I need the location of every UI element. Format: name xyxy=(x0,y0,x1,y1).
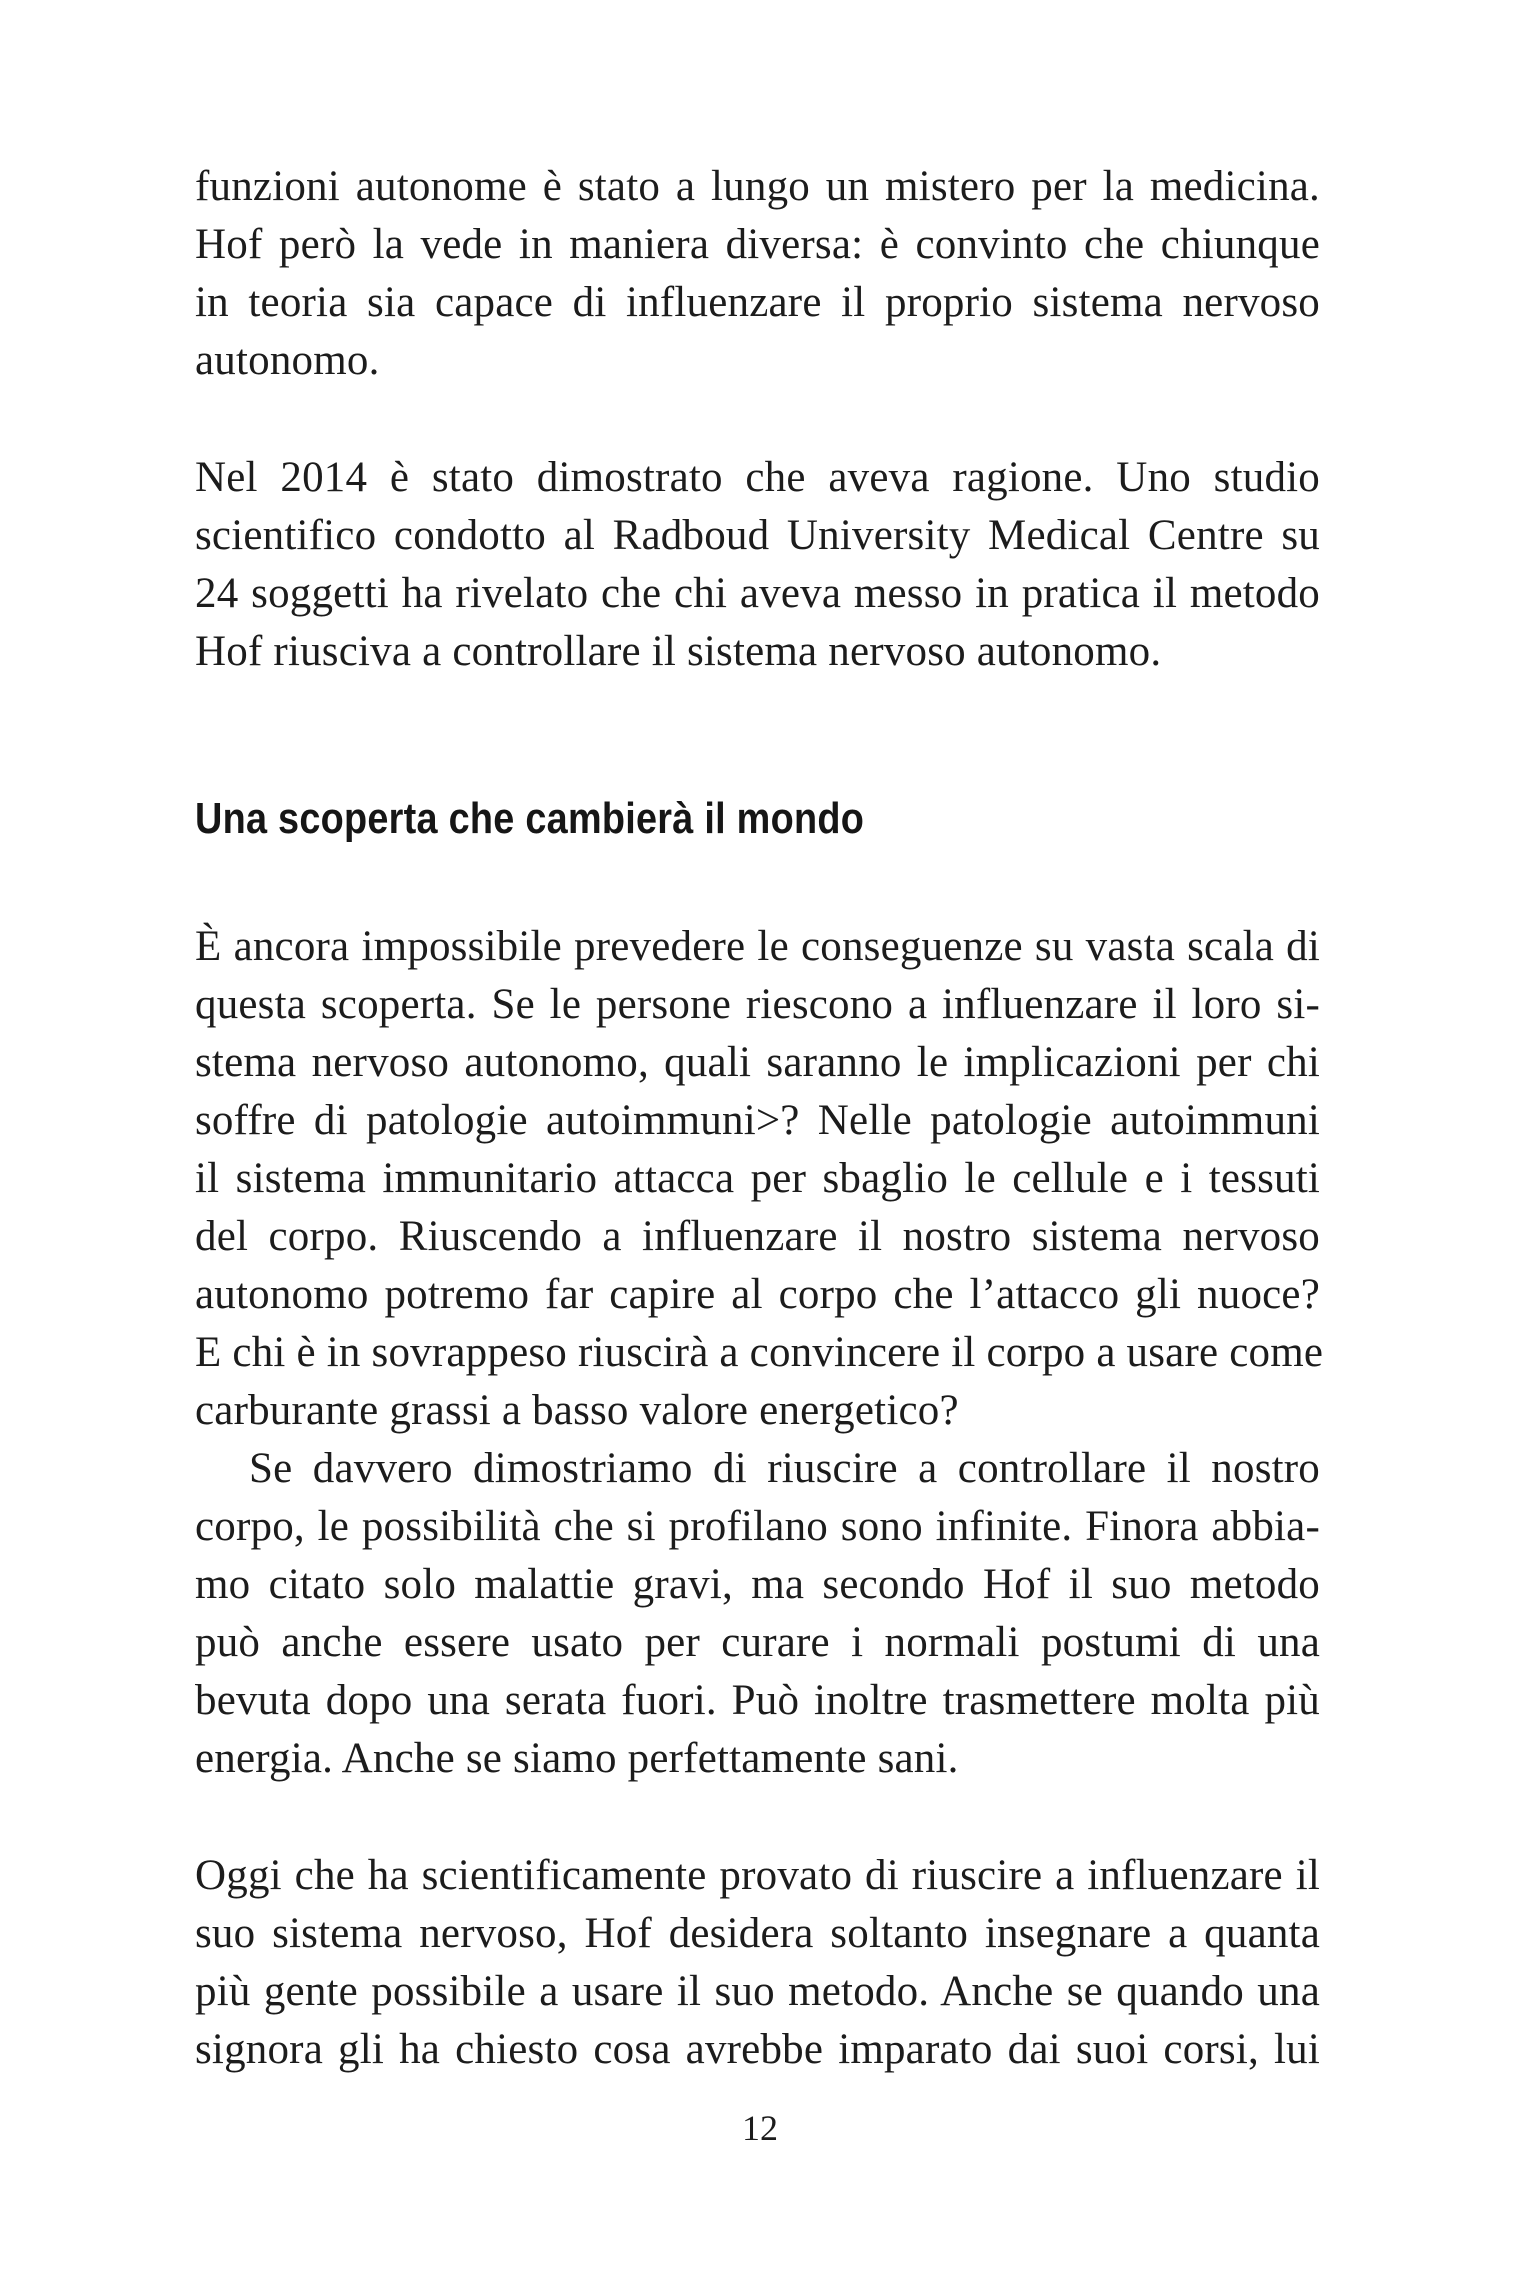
paragraph-3 xyxy=(195,918,1324,1440)
paragraph-2 xyxy=(195,449,1320,681)
paragraph-5 xyxy=(195,1847,1320,2079)
section-heading: Una scoperta che cambierà il mondo xyxy=(195,794,865,843)
paragraph-3-line-6: del corpo. Riuscendo a influenzare il nostro sistema nervoso xyxy=(195,1213,1320,1260)
paragraph-5-line-2: suo sistema nervoso, Hof desidera soltanto insegnare a quanta xyxy=(195,1910,1320,1957)
paragraph-1-line-4: autonomo. xyxy=(195,337,380,384)
paragraph-4-line-5: bevuta dopo una serata fuori. Può inoltre trasmettere molta più xyxy=(195,1677,1320,1724)
paragraph-1 xyxy=(195,158,1320,390)
paragraph-1-line-3: in teoria sia capace di influenzare il proprio sistema nervoso xyxy=(195,279,1320,326)
paragraph-1-line-2: Hof però la vede in maniera diversa: è convinto che chiunque xyxy=(195,221,1320,268)
paragraph-5-line-4: signora gli ha chiesto cosa avrebbe imparato dai suoi corsi, lui xyxy=(195,2026,1320,2073)
paragraph-3-line-3: stema nervoso autonomo, quali saranno le implicazioni per chi xyxy=(195,1039,1320,1086)
paragraph-3-line-4: soffre di patologie autoimmuni>? Nelle patologie autoimmuni xyxy=(195,1097,1320,1144)
paragraph-1-line-1: funzioni autonome è stato a lungo un mistero per la medicina. xyxy=(195,163,1320,210)
paragraph-3-line-1: È ancora impossibile prevedere le conseguenze su vasta scala di xyxy=(195,923,1320,970)
paragraph-4-line-6: energia. Anche se siamo perfettamente sani. xyxy=(195,1735,959,1782)
paragraph-5-line-3: più gente possibile a usare il suo metodo. Anche se quando una xyxy=(195,1968,1320,2015)
paragraph-2-line-4: Hof riusciva a controllare il sistema nervoso autonomo. xyxy=(195,628,1162,675)
paragraph-5-line-1: Oggi che ha scientificamente provato di riuscire a influenzare il xyxy=(195,1852,1320,1899)
paragraph-4 xyxy=(195,1440,1320,1788)
paragraph-2-line-3: 24 soggetti ha rivelato che chi aveva messo in pratica il metodo xyxy=(195,570,1320,617)
paragraph-4-line-3: mo citato solo malattie gravi, ma secondo Hof il suo metodo xyxy=(195,1561,1320,1608)
paragraph-4-line-4: può anche essere usato per curare i normali postumi di una xyxy=(195,1619,1320,1666)
paragraph-3-line-9: carburante grassi a basso valore energetico? xyxy=(195,1387,959,1434)
page-number: 12 xyxy=(742,2108,778,2148)
paragraph-4-line-1: Se davvero dimostriamo di riuscire a controllare il nostro xyxy=(249,1445,1320,1492)
paragraph-4-line-2: corpo, le possibilità che si profilano sono infinite. Finora abbia- xyxy=(195,1503,1320,1550)
paragraph-2-line-2: scientifico condotto al Radboud University Medical Centre su xyxy=(195,512,1320,559)
paragraph-3-line-5: il sistema immunitario attacca per sbaglio le cellule e i tessuti xyxy=(195,1155,1320,1202)
paragraph-3-line-7: autonomo potremo far capire al corpo che l’attacco gli nuoce? xyxy=(195,1271,1320,1318)
paragraph-3-line-2: questa scoperta. Se le persone riescono a influenzare il loro si- xyxy=(195,981,1320,1028)
paragraph-2-line-1: Nel 2014 è stato dimostrato che aveva ragione. Uno studio xyxy=(195,454,1320,501)
paragraph-3-line-8: E chi è in sovrappeso riuscirà a convincere il corpo a usare come xyxy=(195,1329,1324,1376)
